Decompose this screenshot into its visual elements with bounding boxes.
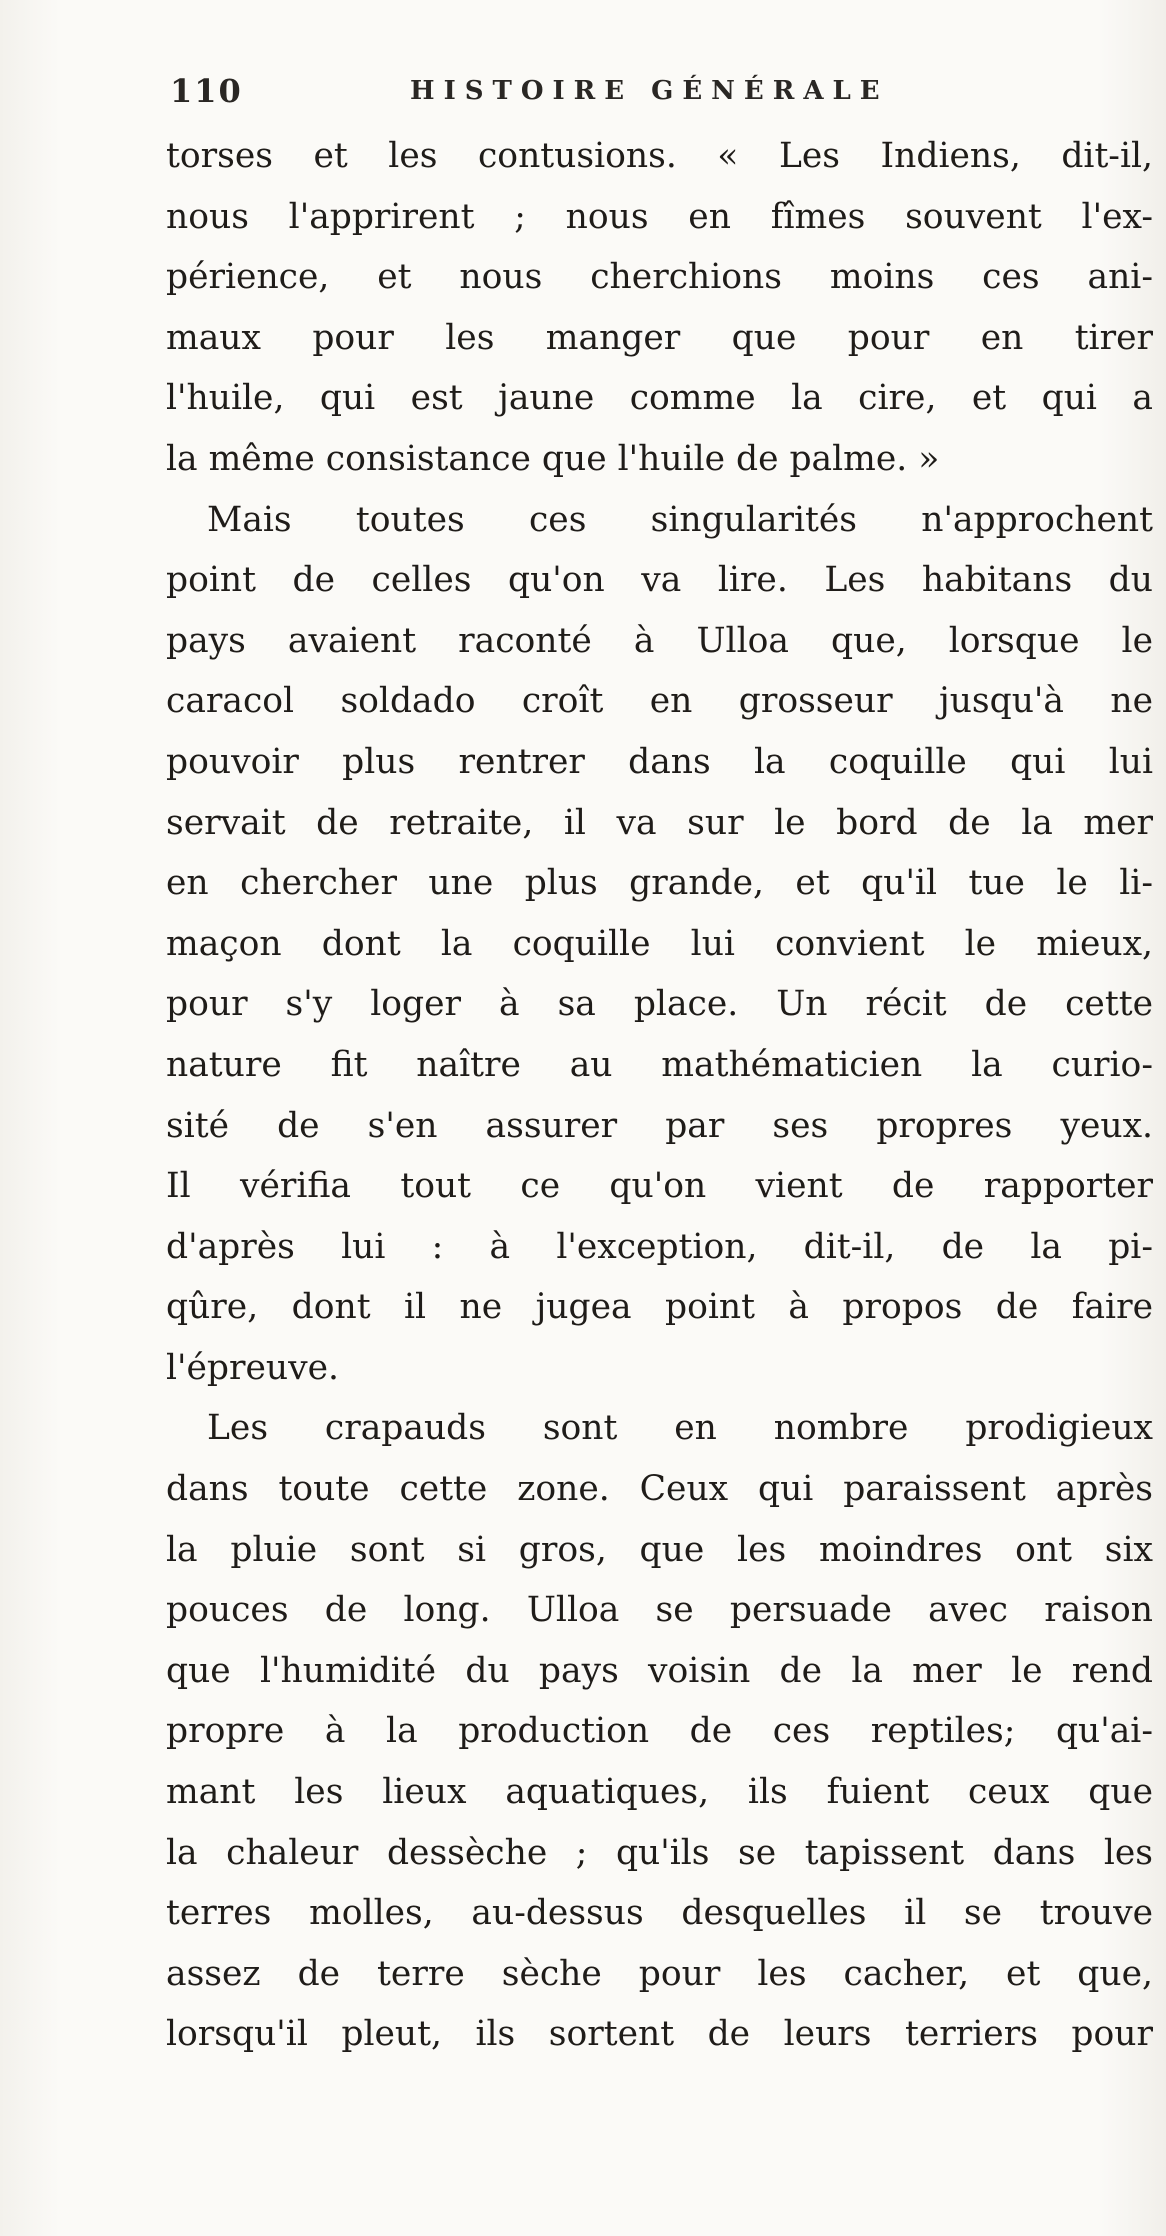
text-line: terres molles, au-dessus desquelles il se trouve	[166, 1893, 1153, 1934]
text-line: nature fit naître au mathématicien la curio-	[166, 1044, 1153, 1085]
paragraph-first-line: Mais toutes ces singularités n'approchent	[207, 499, 1153, 540]
page-number: 110	[170, 72, 243, 110]
text-line: lorsqu'il pleut, ils sortent de leurs terriers pour	[166, 2014, 1153, 2055]
text-line: torses et les contusions. « Les Indiens, dit-il,	[166, 136, 1153, 176]
text-line: point de celles qu'on va lire. Les habitans du	[166, 560, 1153, 601]
page-header	[170, 72, 1050, 112]
paragraph-first-line: Les crapauds sont en nombre prodigieux	[207, 1408, 1153, 1449]
text-line: la pluie sont si gros, que les moindres ont six	[166, 1529, 1153, 1570]
text-line: la même consistance que l'huile de palme. »	[166, 438, 940, 479]
running-title: HISTOIRE GÉNÉRALE	[410, 76, 889, 106]
text-line: d'après lui : à l'exception, dit-il, de la pi-	[166, 1226, 1153, 1267]
text-line: propre à la production de ces reptiles; qu'ai-	[166, 1711, 1153, 1752]
body-text	[166, 126, 1153, 2065]
text-line: en chercher une plus grande, et qu'il tue le li-	[166, 863, 1153, 904]
text-line: maux pour les manger que pour en tirer	[166, 317, 1153, 358]
text-line: sité de s'en assurer par ses propres yeux.	[166, 1105, 1153, 1146]
text-line: Il vérifia tout ce qu'on vient de rapporter	[166, 1166, 1153, 1207]
text-line: assez de terre sèche pour les cacher, et que,	[166, 1953, 1153, 1994]
text-line: l'huile, qui est jaune comme la cire, et qui a	[166, 378, 1153, 419]
text-line: qûre, dont il ne jugea point à propos de faire	[166, 1287, 1153, 1328]
text-line: caracol soldado croît en grosseur jusqu'à ne	[166, 681, 1153, 722]
text-line: nous l'apprirent ; nous en fîmes souvent l'ex-	[166, 196, 1153, 237]
text-line: pays avaient raconté à Ulloa que, lorsque le	[166, 620, 1153, 661]
text-line: dans toute cette zone. Ceux qui paraissent après	[166, 1469, 1153, 1510]
text-line: la chaleur dessèche ; qu'ils se tapissent dans les	[166, 1832, 1153, 1873]
text-line: pouces de long. Ulloa se persuade avec raison	[166, 1590, 1153, 1631]
text-line: pouvoir plus rentrer dans la coquille qui lui	[166, 741, 1153, 782]
text-line: maçon dont la coquille lui convient le mieux,	[166, 923, 1153, 964]
text-line: servait de retraite, il va sur le bord de la mer	[166, 802, 1153, 843]
text-line: l'épreuve.	[166, 1347, 340, 1388]
text-line: périence, et nous cherchions moins ces ani-	[166, 257, 1153, 298]
text-line: que l'humidité du pays voisin de la mer le rend	[166, 1650, 1153, 1691]
text-line: pour s'y loger à sa place. Un récit de cette	[166, 984, 1153, 1025]
text-line: mant les lieux aquatiques, ils fuient ceux que	[166, 1772, 1153, 1813]
